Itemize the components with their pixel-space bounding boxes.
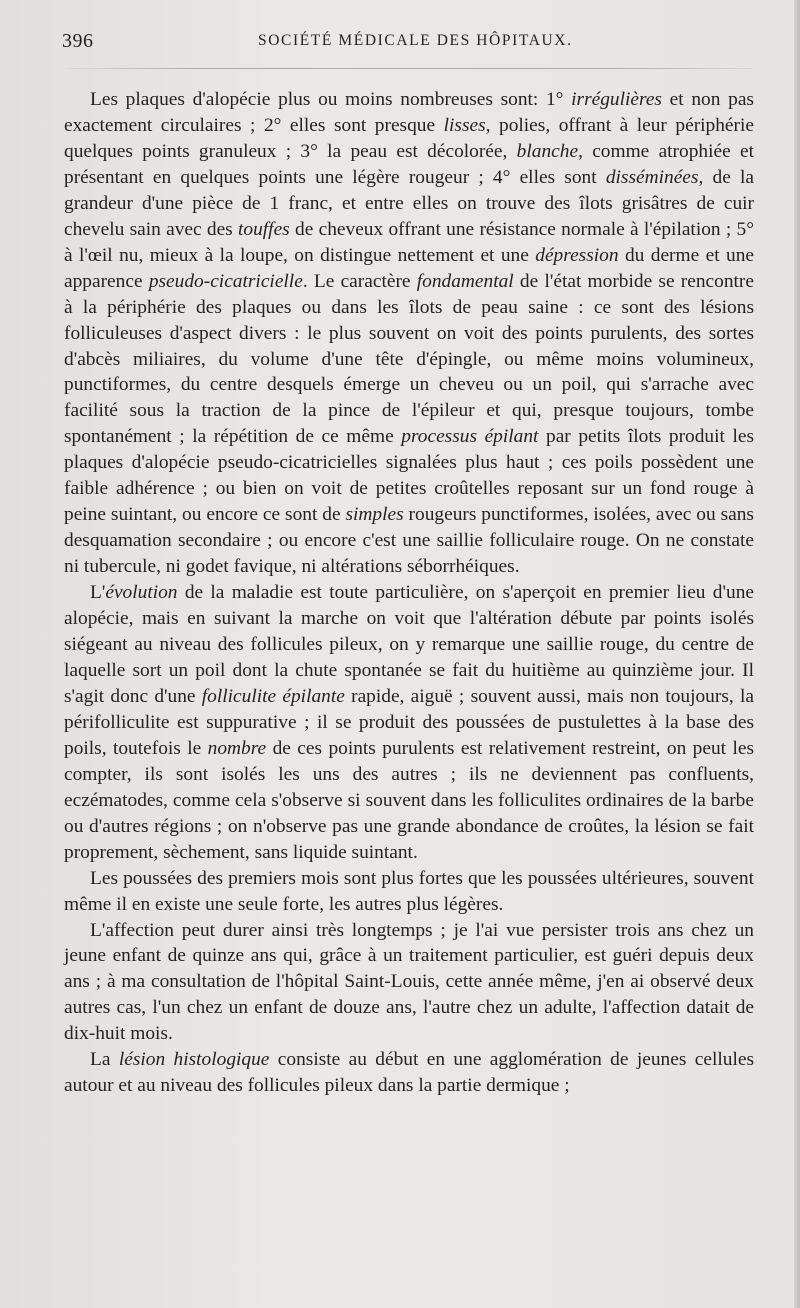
page-header bbox=[62, 26, 752, 60]
text-run: . Le caractère bbox=[302, 270, 417, 292]
italic-term: simples bbox=[345, 504, 404, 526]
italic-term: évolution bbox=[105, 582, 178, 604]
text-run: Les poussées des premiers mois sont plus fortes que les poussées ultérieures, souvent même il en existe une seule forte, les autres plus légères. bbox=[64, 867, 754, 915]
paragraph-1 bbox=[64, 87, 754, 580]
italic-term: fondamental bbox=[416, 270, 514, 292]
text-run: L'affection peut durer ainsi très longtemps ; je l'ai vue persister trois ans chez un jeune enfant de quinze ans qui, grâce à un traitement particulier, est guéri depuis deux ans ; à ma consultation de l'hôpital Saint-Louis, cette année même, j'en ai observé deux autres cas, l'un chez un enfant de douze ans, l'autre chez un adulte, l'affection datait de dix-huit mois. bbox=[64, 919, 754, 1045]
header-rule bbox=[66, 68, 752, 69]
text-run: et non pas exactement circulaires ; 2° elles sont presque bbox=[64, 89, 754, 136]
text-run: La bbox=[90, 1049, 119, 1071]
text-run: de cheveux offrant une résistance normale à l'épilation ; 5° à l'œil nu, mieux à la loupe, on distingue nettement et une bbox=[64, 218, 754, 266]
page-edge-shadow bbox=[794, 0, 800, 1308]
running-head: SOCIÉTÉ MÉDICALE DES HÔPITAUX. bbox=[258, 32, 573, 49]
text-run: de l'état morbide se rencontre à la périphérie des plaques ou dans les îlots de peau saine : ce sont des lésions folliculeuses d'aspect divers : le plus souvent on voit des points purulents, des sortes d'abcès miliaires, du volume d'une tête d'épingle, ou même moins volumineux, punctiformes, du centre desquels émerge un cheveu ou un poil, qui s'arrache avec facilité sous la traction de la pince de l'épileur et qui, presque toujours, tombe spontanément ; la répétition de ce même bbox=[64, 270, 754, 448]
italic-term: blanche bbox=[516, 140, 579, 162]
paragraph-4 bbox=[64, 918, 754, 1048]
page-number: 396 bbox=[62, 30, 94, 52]
text-run: , comme atrophiée et présentant en quelques points une légère rougeur ; 4° elles sont bbox=[64, 140, 754, 188]
italic-term: pseudo-cicatricielle bbox=[148, 270, 303, 292]
italic-term: nombre bbox=[207, 737, 267, 759]
italic-term: lisses bbox=[443, 114, 486, 136]
paragraph-2 bbox=[64, 580, 754, 865]
italic-term: irrégulières bbox=[571, 89, 662, 110]
italic-term: touffes bbox=[238, 218, 290, 240]
italic-term: folliculite épilante bbox=[201, 685, 345, 707]
italic-term: dépression bbox=[535, 244, 619, 266]
text-run: par petits îlots produit les plaques d'alopécie pseudo-cicatricielles signalées plus haut ; ces poils possèdent une faible adhérence ; ou bien on voit de petites croûtelles reposant sur un fond rouge à peine suintant, ou encore ce sont de bbox=[64, 426, 754, 526]
italic-term: lésion histologique bbox=[118, 1049, 270, 1071]
text-run: consiste au début en une agglomération de jeunes cellules autour et au niveau des follicules pileux dans la partie dermique ; bbox=[64, 1049, 754, 1097]
italic-term: disséminées bbox=[605, 166, 699, 188]
body-text bbox=[64, 87, 754, 1099]
text-run: de ces points purulents est relativement restreint, on peut les compter, ils sont isolés les uns des autres ; ils ne deviennent pas confluents, eczématodes, comme cela s'observe si souvent dans les folliculites ordinaires de la barbe ou d'autres régions ; on n'observe pas une grande abondance de croûtes, la lésion se fait proprement, sèchement, sans liquide suintant. bbox=[64, 737, 754, 863]
text-run: , polies, offrant à leur périphérie quelques points granuleux ; 3° la peau est décolorée, bbox=[64, 114, 754, 162]
text-run: rougeurs punctiformes, isolées, avec ou sans desquamation secondaire ; ou encore c'est une saillie folliculaire rouge. On ne constate ni tubercule, ni godet favique, ni altérations séborrhéiques. bbox=[64, 504, 754, 578]
paragraph-5 bbox=[64, 1047, 754, 1099]
italic-term: processus épilant bbox=[401, 426, 539, 448]
text-run: Les plaques d'alopécie plus ou moins nombreuses sont: 1° bbox=[90, 89, 572, 110]
text-run: , de la grandeur d'une pièce de 1 franc, et entre elles on trouve des îlots grisâtres de cuir chevelu sain avec des bbox=[64, 166, 755, 240]
text-run: L' bbox=[90, 582, 106, 604]
text-run: de la maladie est toute particulière, on s'aperçoit en premier lieu d'une alopécie, mais en suivant la marche on voit que l'altération débute par points isolés siégeant au niveau des follicules pileux, on y remarque une saillie rouge, du centre de laquelle sort un poil dont la chute spontanée se fait du huitième au quinzième jour. Il s'agit donc d'une bbox=[64, 582, 754, 707]
text-run: du derme et une apparence bbox=[64, 244, 754, 292]
paragraph-3 bbox=[64, 866, 754, 918]
text-run: rapide, aiguë ; souvent aussi, mais non toujours, la périfolliculite est suppurative ; il se produit des poussées de pustulettes à la base des poils, toutefois le bbox=[64, 685, 754, 759]
